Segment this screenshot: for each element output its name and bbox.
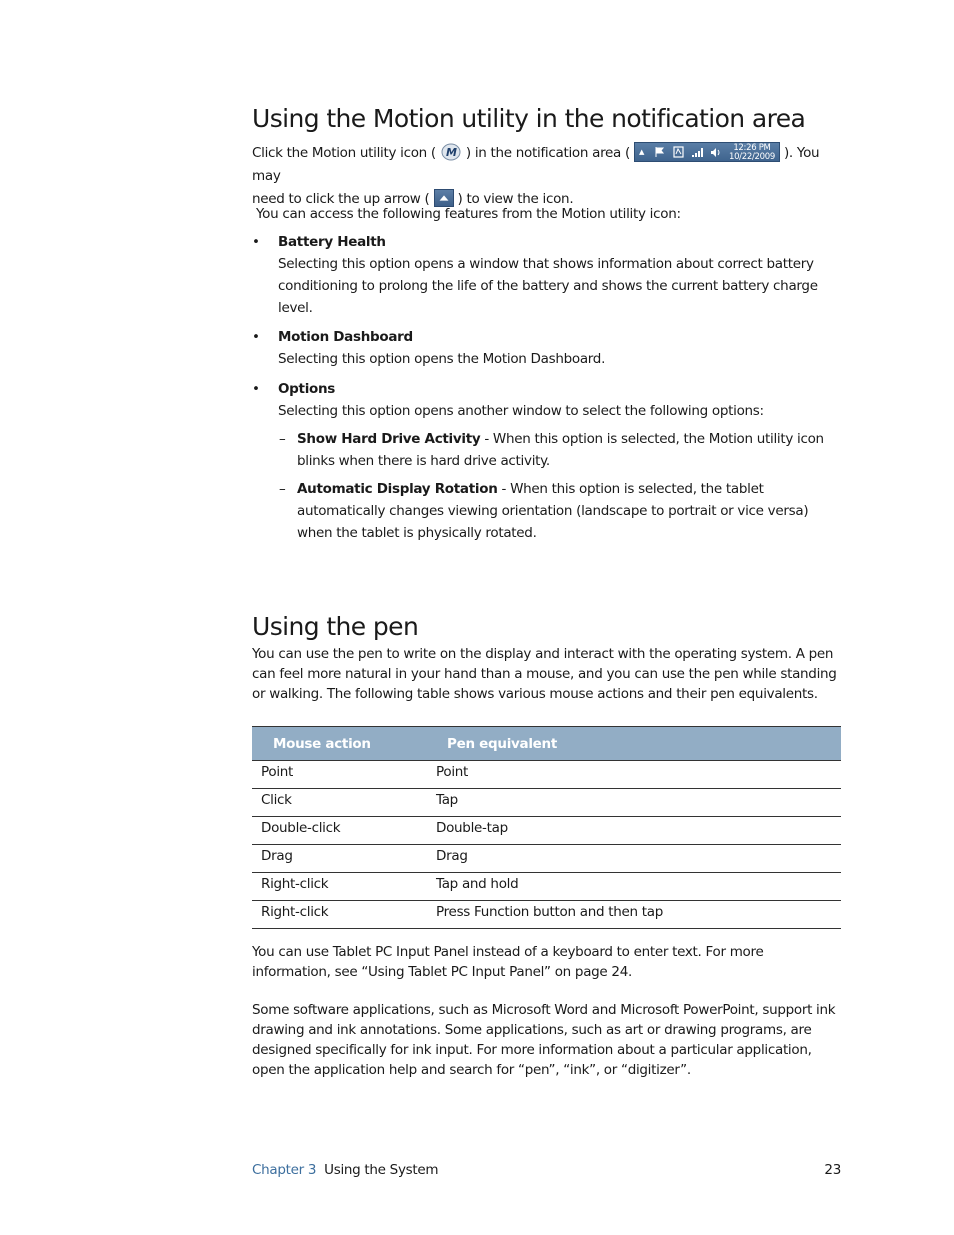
pen-intro: You can use the pen to write on the display and interact with the operating system. A pen can feel more natural in your hand than a mouse, and you can use the pen while standing or walking. The following table shows various mouse actions and their pen equivalents.: [252, 646, 837, 702]
suboption-title: Automatic Display Rotation: [297, 481, 498, 497]
intro-text-5: ) to view the icon.: [457, 191, 574, 207]
motion-utility-intro: [252, 142, 841, 211]
notification-area-image: [634, 142, 780, 162]
table-row: [252, 901, 841, 929]
intro-text-3: ). You may: [252, 145, 820, 184]
features-intro: You can access the following features from the Motion utility icon:: [256, 206, 681, 222]
action-center-flag-icon: [655, 147, 665, 157]
page-number: 23: [824, 1162, 841, 1178]
intro-text-1: Click the Motion utility icon (: [252, 145, 436, 161]
intro-text-4: need to click the up arrow (: [252, 191, 430, 207]
bullet-title: Battery Health: [278, 234, 386, 250]
table-row: [252, 873, 841, 901]
table-row: [252, 789, 841, 817]
table-cell: Tap: [426, 789, 841, 817]
suboption-text: - When this option is selected, the Motion utility icon blinks when there is hard drive activity.: [297, 431, 824, 469]
ink-support-paragraph: Some software applications, such as Microsoft Word and Microsoft PowerPoint, support ink drawing and ink annotations. Some applications, such as art or drawing programs, are designed specifically for ink input. For more information about a particular application, open the application help and search for “pen”, “ink”, or “digitizer”.: [252, 1002, 836, 1078]
bullet-dot: •: [252, 234, 260, 250]
bullet-text: Selecting this option opens another window to select the following options:: [278, 403, 764, 419]
section-heading-using-pen: Using the pen: [252, 612, 419, 641]
suboption-text: - When this option is selected, the tablet automatically changes viewing orientation (landscape to portrait or vice versa) when the tablet is physically rotated.: [297, 481, 809, 541]
table-cell: Tap and hold: [426, 873, 841, 901]
bullet-text: Selecting this option opens the Motion Dashboard.: [278, 351, 606, 367]
input-panel-paragraph: You can use Tablet PC Input Panel instead of a keyboard to enter text. For more information, see “Using Tablet PC Input Panel” on page 24.: [252, 944, 764, 980]
footer-chapter-title: Using the System: [324, 1162, 439, 1178]
svg-text:M: M: [445, 146, 457, 159]
column-header-pen-equivalent: Pen equivalent: [426, 727, 841, 761]
table-cell: Press Function button and then tap: [426, 901, 841, 929]
bullet-text: Selecting this option opens a window that shows information about correct battery conditioning to prolong the life of the battery and shows the current battery charge level.: [278, 256, 818, 316]
bullet-dot: •: [252, 329, 260, 345]
table-cell: Point: [426, 761, 841, 789]
tray-clock: [729, 144, 775, 162]
table-cell: Click: [252, 789, 426, 817]
bullet-dot: •: [252, 381, 260, 397]
section-heading-motion-utility: Using the Motion utility in the notification area: [252, 104, 806, 133]
table-cell: Right-click: [252, 901, 426, 929]
network-signal-icon: [692, 148, 704, 157]
table-cell: Drag: [426, 845, 841, 873]
table-row: [252, 817, 841, 845]
footer-chapter: Chapter 3: [252, 1162, 317, 1178]
page-footer: [252, 1162, 841, 1178]
column-header-mouse-action: Mouse action: [252, 727, 426, 761]
motion-tray-icon: [673, 146, 684, 158]
motion-utility-icon: [440, 143, 462, 161]
intro-text-2: ) in the notification area (: [465, 145, 630, 161]
volume-speaker-icon: [710, 147, 722, 158]
table-cell: Double-click: [252, 817, 426, 845]
document-page: [252, 0, 841, 1235]
tray-up-arrow-icon: ▲: [638, 148, 645, 156]
tray-time: 12:26 PM: [733, 143, 771, 153]
table-header-row: [252, 727, 841, 761]
suboption-title: Show Hard Drive Activity: [297, 431, 481, 447]
sub-dash: –: [279, 481, 286, 497]
sub-dash: –: [279, 431, 286, 447]
tray-date: 10/22/2009: [728, 152, 775, 162]
bullet-title: Options: [278, 381, 336, 397]
table-cell: Drag: [252, 845, 426, 873]
table-row: [252, 845, 841, 873]
table-cell: Right-click: [252, 873, 426, 901]
mouse-pen-table: [252, 726, 841, 929]
table-cell: Point: [252, 761, 426, 789]
bullet-title: Motion Dashboard: [278, 329, 413, 345]
table-row: [252, 761, 841, 789]
table-cell: Double-tap: [426, 817, 841, 845]
